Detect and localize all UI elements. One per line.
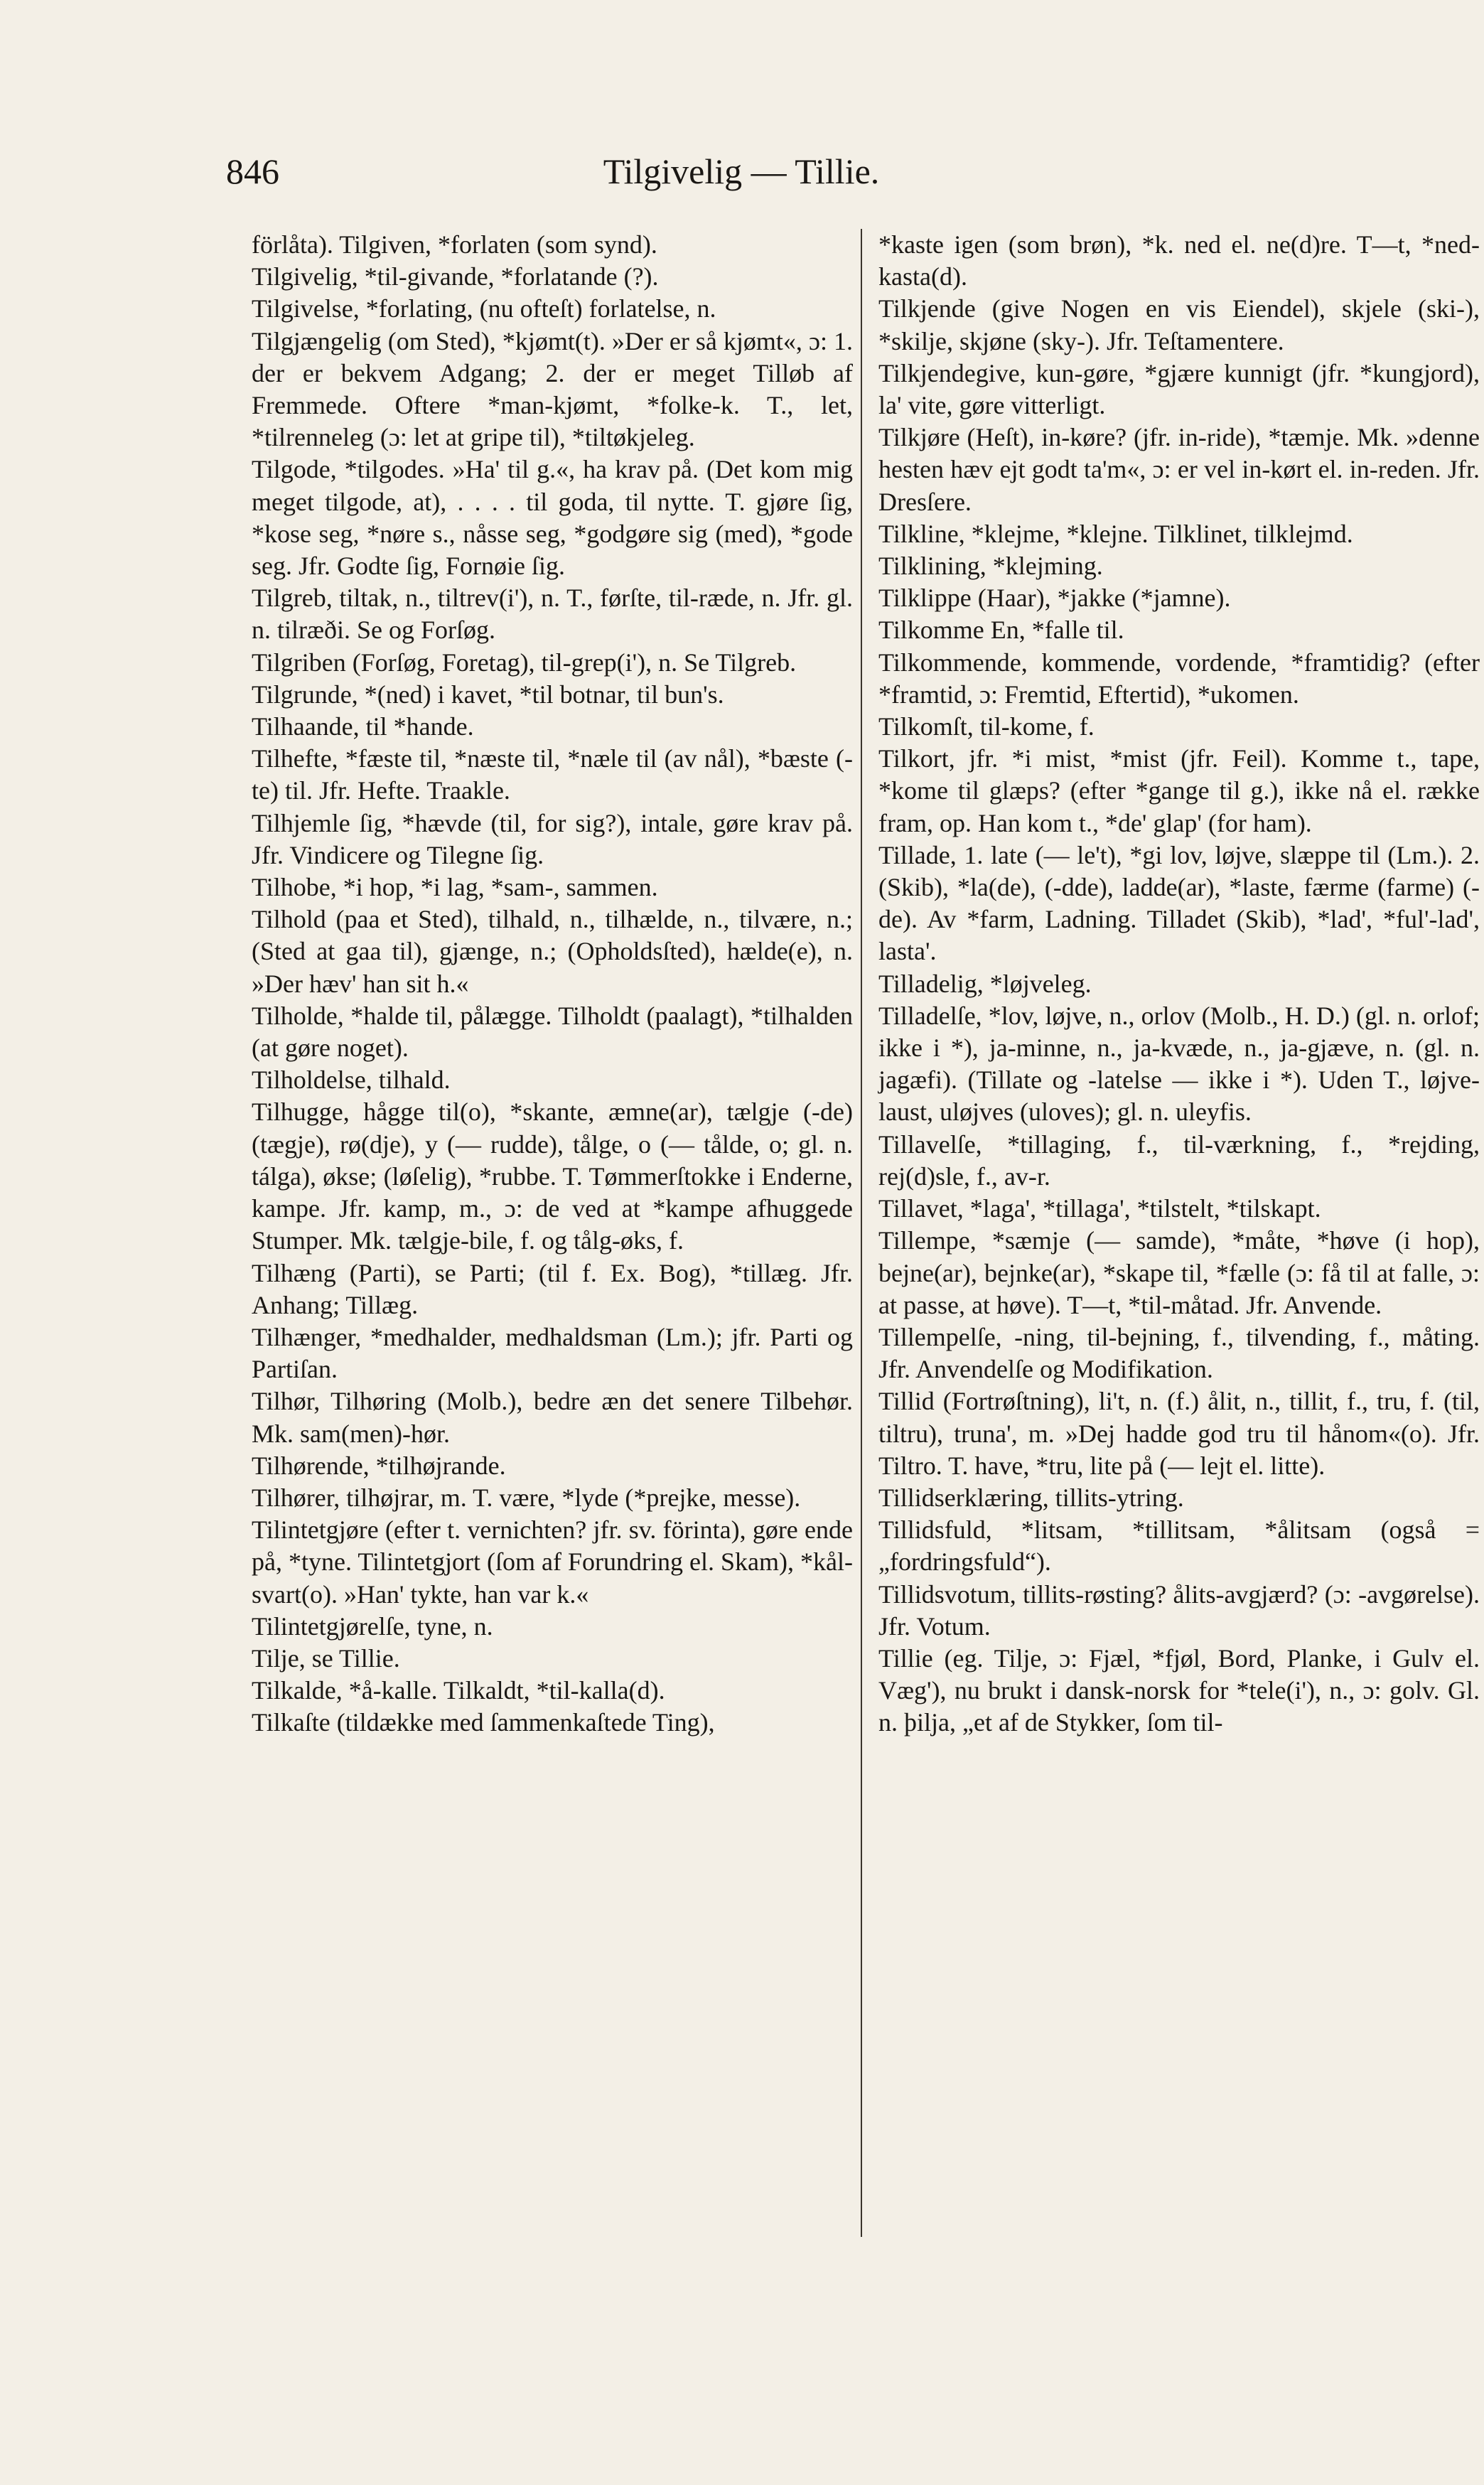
dictionary-entry: Tilklippe (Haar), *jakke (*jamne). bbox=[878, 584, 1231, 613]
dictionary-entry: Tilgivelig, *til-givande, *forlatande (?). bbox=[252, 262, 659, 291]
dictionary-entry: förlåta). Tilgiven, *forlaten (som synd). bbox=[252, 230, 657, 259]
dictionary-entry: Tilgreb, tiltak, n., tiltrev(i'), n. T., førſte, til-ræde, n. Jfr. gl. n. tilræði. Se og Forſøg. bbox=[252, 584, 853, 645]
dictionary-entry: Tilgivelse, *forlating, (nu ofteſt) forlatelse, n. bbox=[252, 294, 716, 323]
dictionary-entry: Tilje, se Tillie. bbox=[252, 1643, 400, 1673]
dictionary-entry: Tillie (eg. Tilje, ɔ: Fjæl, *fjøl, Bord, Planke, i Gulv el. Væg'), nu brukt i dansk-norsk for *tele(i'), n., ɔ: golv. Gl. n. þilja, „et af de Stykker, ſom til- bbox=[878, 1643, 1480, 1737]
dictionary-entry: Tilkomme En, *falle til. bbox=[878, 616, 1124, 645]
dictionary-entry: Tilklining, *klejming. bbox=[878, 552, 1103, 581]
dictionary-entry: Tilhugge, hågge til(o), *skante, æmne(ar), tælgje (-de) (tægje), rø(dje), y (— rudde), tålge, o (— tålde, o; gl. n. tálga), økse; (løſelig), *rubbe. T. Tømmerſtokke i Enderne, kampe. Jfr. kamp, m., ɔ: de ved at *kampe afhuggede Stumper. Mk. tælgje-bile, f. og tålg-øks, f. bbox=[252, 1097, 853, 1255]
dictionary-entry: Tilholdelse, tilhald. bbox=[252, 1066, 451, 1095]
dictionary-entry: Tilhører, tilhøjrar, m. T. være, *lyde (*prejke, messe). bbox=[252, 1483, 801, 1512]
dictionary-entry: Tilhæng (Parti), se Parti; (til f. Ex. Bog), *tillæg. Jfr. Anhang; Tillæg. bbox=[252, 1258, 853, 1319]
dictionary-entry: Tilhjemle ſig, *hævde (til, for sig?), intale, gøre krav på. Jfr. Vindicere og Tilegne ſig. bbox=[252, 808, 853, 869]
dictionary-entry: Tilkjendegive, kun-gøre, *gjære kunnigt (jfr. *kungjord), la' vite, gøre vitterligt. bbox=[878, 358, 1480, 420]
page-header bbox=[226, 146, 1257, 196]
right-column bbox=[878, 229, 1480, 1739]
column-divider bbox=[861, 229, 862, 2237]
dictionary-entry: Tilladelig, *løjveleg. bbox=[878, 969, 1092, 998]
dictionary-entry: Tilgriben (Forſøg, Foretag), til-grep(i'), n. Se Tilgreb. bbox=[252, 648, 797, 677]
dictionary-entry: Tillidsfuld, *litsam, *tillitsam, *ålitsam (også = „fordringsfuld“). bbox=[878, 1515, 1480, 1577]
dictionary-entry: Tilhobe, *i hop, *i lag, *sam-, sammen. bbox=[252, 873, 658, 902]
dictionary-entry: Tillid (Fortrøſtning), li't, n. (f.) ålit, n., tillit, f., tru, f. (til, tiltru), truna', m. »Dej hadde god tru til hånom«(o). Jfr. Tiltro. T. have, *tru, lite på (— lejt el. litte). bbox=[878, 1387, 1480, 1480]
dictionary-entry: Tilhaande, til *hande. bbox=[252, 712, 474, 741]
dictionary-entry: Tillidserklæring, tillits-ytring. bbox=[878, 1483, 1184, 1512]
dictionary-entry: Tilgode, *tilgodes. »Ha' til g.«, ha krav på. (Det kom mig meget tilgode, at), . . . . til goda, til nytte. T. gjøre ſig, *kose seg, *nøre s., nåsse seg, *godgøre sig (med), *gode seg. Jfr. Godte ſig, Fornøie ſig. bbox=[252, 455, 853, 581]
dictionary-entry: Tilhør, Tilhøring (Molb.), bedre æn det senere Tilbehør. Mk. sam(men)-hør. bbox=[252, 1387, 853, 1448]
dictionary-entry: Tilkaſte (tildække med ſammenkaſtede Ting), bbox=[252, 1708, 715, 1737]
dictionary-entry: Tilhefte, *fæste til, *næste til, *næle til (av nål), *bæste (-te) til. Jfr. Hefte. Traakle. bbox=[252, 744, 853, 805]
dictionary-entry: Tillempe, *sæmje (— samde), *måte, *høve (i hop), bejne(ar), bejnke(ar), *skape til, *fælle (ɔ: få til at falle, ɔ: at passe, at høve). T—t, *til-måtad. Jfr. Anvende. bbox=[878, 1226, 1480, 1319]
dictionary-entry: Tillade, 1. late (— le't), *gi lov, løjve, slæppe til (Lm.). 2. (Skib), *la(de), (-dde), ladde(ar), *laste, færme (farme) (-de). Av *farm, Ladning. Tilladet (Skib), *lad', *ful'-lad', lasta'. bbox=[878, 840, 1480, 966]
dictionary-entry: Tilkjøre (Heſt), in-køre? (jfr. in-ride), *tæmje. Mk. »denne hesten hæv ejt godt ta'm«, ɔ: er vel in-kørt el. in-reden. Jfr. Dresſere. bbox=[878, 423, 1480, 516]
page-number: 846 bbox=[226, 151, 279, 191]
dictionary-entry: Tilintetgjørelſe, tyne, n. bbox=[252, 1611, 493, 1641]
dictionary-entry: Tilintetgjøre (efter t. vernichten? jfr. sv. förinta), gøre ende på, *tyne. Tilintetgjort (ſom af Forundring el. Skam), *kål-svart(o). »Han' tykte, han var k.« bbox=[252, 1515, 853, 1609]
dictionary-entry: Tilhænger, *medhalder, medhaldsman (Lm.); jfr. Parti og Partiſan. bbox=[252, 1322, 853, 1384]
dictionary-entry: Tilkomſt, til-kome, f. bbox=[878, 712, 1095, 741]
dictionary-entry: Tilholde, *halde til, pålægge. Tilholdt (paalagt), *tilhalden (at gøre noget). bbox=[252, 1001, 853, 1063]
dictionary-entry: Tillavet, *laga', *tillaga', *tilstelt, *tilskapt. bbox=[878, 1194, 1321, 1223]
dictionary-entry: Tilkjende (give Nogen en vis Eiendel), skjele (ski-), *skilje, skjøne (sky-). Jfr. Teſtamentere. bbox=[878, 294, 1480, 355]
dictionary-entry: Tillidsvotum, tillits-røsting? ålits-avgjærd? (ɔ: -avgørelse). Jfr. Votum. bbox=[878, 1579, 1480, 1641]
dictionary-entry: Tilgjængelig (om Sted), *kjømt(t). »Der er så kjømt«, ɔ: 1. der er bekvem Adgang; 2. der er meget Tilløb af Fremmede. Oftere *man-kjømt, *folke-k. T., let, *tilrenneleg (ɔ: let at gripe til), *tiltøkjeleg. bbox=[252, 326, 853, 452]
dictionary-entry: Tilkort, jfr. *i mist, *mist (jfr. Feil). Komme t., tape, *kome til glæps? (efter *gange til g.), ikke nå el. række fram, op. Han kom t., *de' glap' (for ham). bbox=[878, 744, 1480, 837]
dictionary-entry: Tilladelſe, *lov, løjve, n., orlov (Molb., H. D.) (gl. n. orlof; ikke i *), ja-minne, n., ja-kvæde, n., ja-gjæve, n. (gl. n. jagæfi). (Tillate og -latelse — ikke i *). Uden T., løjve-laust, uløjves (uloves); gl. n. uleyfis. bbox=[878, 1001, 1480, 1127]
dictionary-entry: *kaste igen (som brøn), *k. ned el. ne(d)re. T—t, *ned-kasta(d). bbox=[878, 230, 1480, 291]
dictionary-entry: Tilkalde, *å-kalle. Tilkaldt, *til-kalla(d). bbox=[252, 1676, 665, 1705]
left-column bbox=[252, 229, 853, 1739]
running-head: Tilgivelig — Tillie. bbox=[603, 151, 880, 191]
dictionary-entry: Tilgrunde, *(ned) i kavet, *til botnar, til bun's. bbox=[252, 680, 724, 709]
dictionary-entry: Tilhold (paa et Sted), tilhald, n., tilhælde, n., tilvære, n.; (Sted at gaa til), gjænge, n.; (Opholdsſted), hælde(e), n. »Der hæv' han sit h.« bbox=[252, 905, 853, 998]
dictionary-entry: Tilkline, *klejme, *klejne. Tilklinet, tilklejmd. bbox=[878, 519, 1353, 548]
dictionary-entry: Tilkommende, kommende, vordende, *framtidig? (efter *framtid, ɔ: Fremtid, Eftertid), *ukomen. bbox=[878, 648, 1480, 709]
dictionary-entry: Tillavelſe, *tillaging, f., til-værkning, f., *rejding, rej(d)sle, f., av-r. bbox=[878, 1129, 1480, 1191]
dictionary-entry: Tilhørende, *tilhøjrande. bbox=[252, 1451, 506, 1480]
dictionary-entry: Tillempelſe, -ning, til-bejning, f., tilvending, f., måting. Jfr. Anvendelſe og Modifikation. bbox=[878, 1322, 1480, 1384]
